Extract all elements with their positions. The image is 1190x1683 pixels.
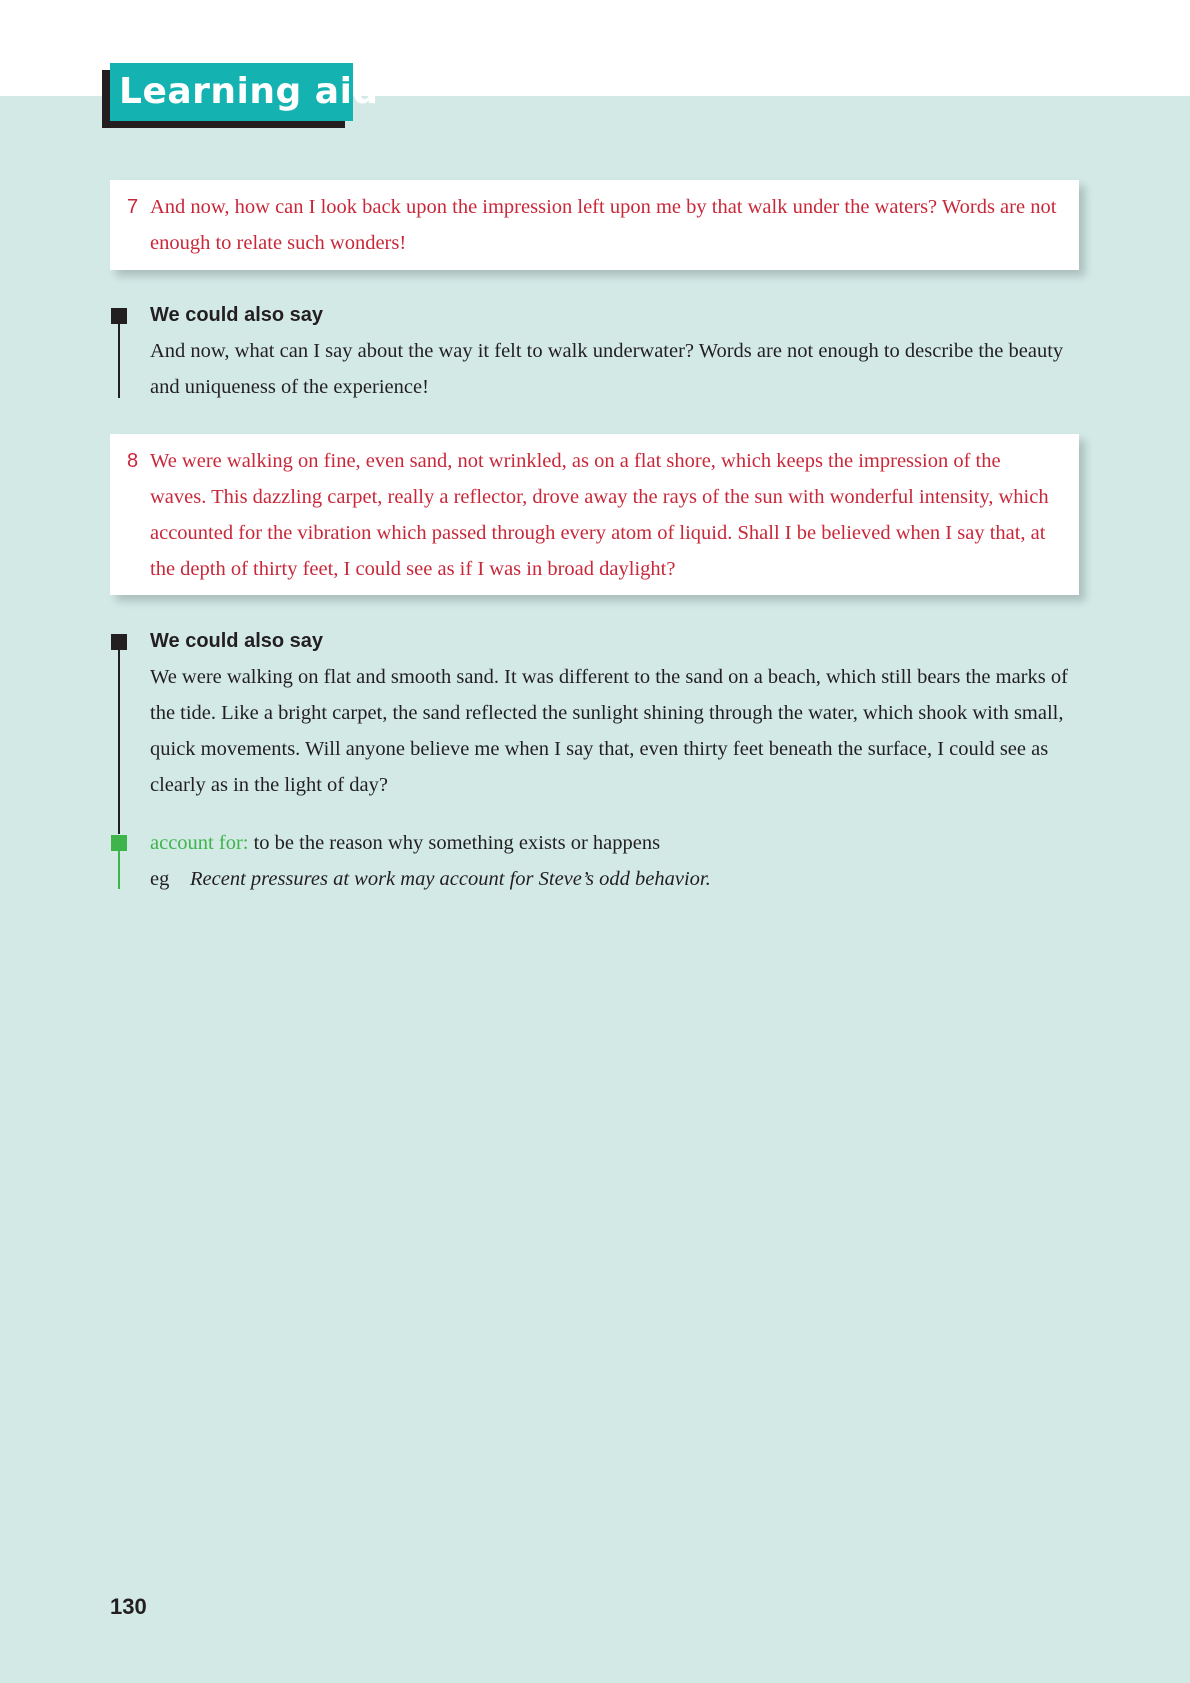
- example-sentence: Recent pressures at work may account for Steve’s odd behavior.: [190, 868, 711, 890]
- vocab-rule: [118, 843, 120, 889]
- vocab-definition: [150, 825, 1050, 861]
- could-say-text: We were walking on flat and smooth sand. It was different to the sand on a beach, which still bears the marks of the tide. Like a bright carpet, the sand reflected the sunlight shining through the water, which shook with small, quick movements. Will anyone believe me when I say that, even thirty feet beneath the surface, I could see as clearly as in the light of day?: [150, 666, 1068, 796]
- quote-text: We were walking on fine, even sand, not wrinkled, as on a flat shore, which keeps the impression of the waves. This dazzling carpet, really a reflector, drove away the rays of the sun with wonderful intensity, which accounted for the vibration which passed through every atom of liquid. Shall I be believed when I say that, at the depth of thirty feet, I could see as if I was in broad daylight?: [150, 450, 1049, 580]
- vocab-example: [150, 861, 1050, 897]
- could-say-text: And now, what can I say about the way it felt to walk underwater? Words are not enough to describe the beauty and uniqueness of the experience!: [150, 340, 1064, 398]
- could-say-heading: We could also say: [150, 630, 324, 652]
- page-title: Learning aid: [119, 71, 379, 112]
- quote-number: 7: [127, 196, 139, 218]
- vocab-definition-text: to be the reason why something exists or happens: [248, 832, 661, 854]
- vocab-term: account for:: [150, 832, 249, 854]
- section-rule: [118, 642, 120, 834]
- page-number: 130: [110, 1594, 147, 1619]
- quote-text: And now, how can I look back upon the impression left upon me by that walk under the waters? Words are not enough to relate such wonders!: [150, 196, 1057, 254]
- section-rule: [118, 316, 120, 398]
- could-say-heading: We could also say: [150, 304, 324, 326]
- quote-number: 8: [127, 450, 139, 472]
- eg-label: eg: [150, 868, 170, 890]
